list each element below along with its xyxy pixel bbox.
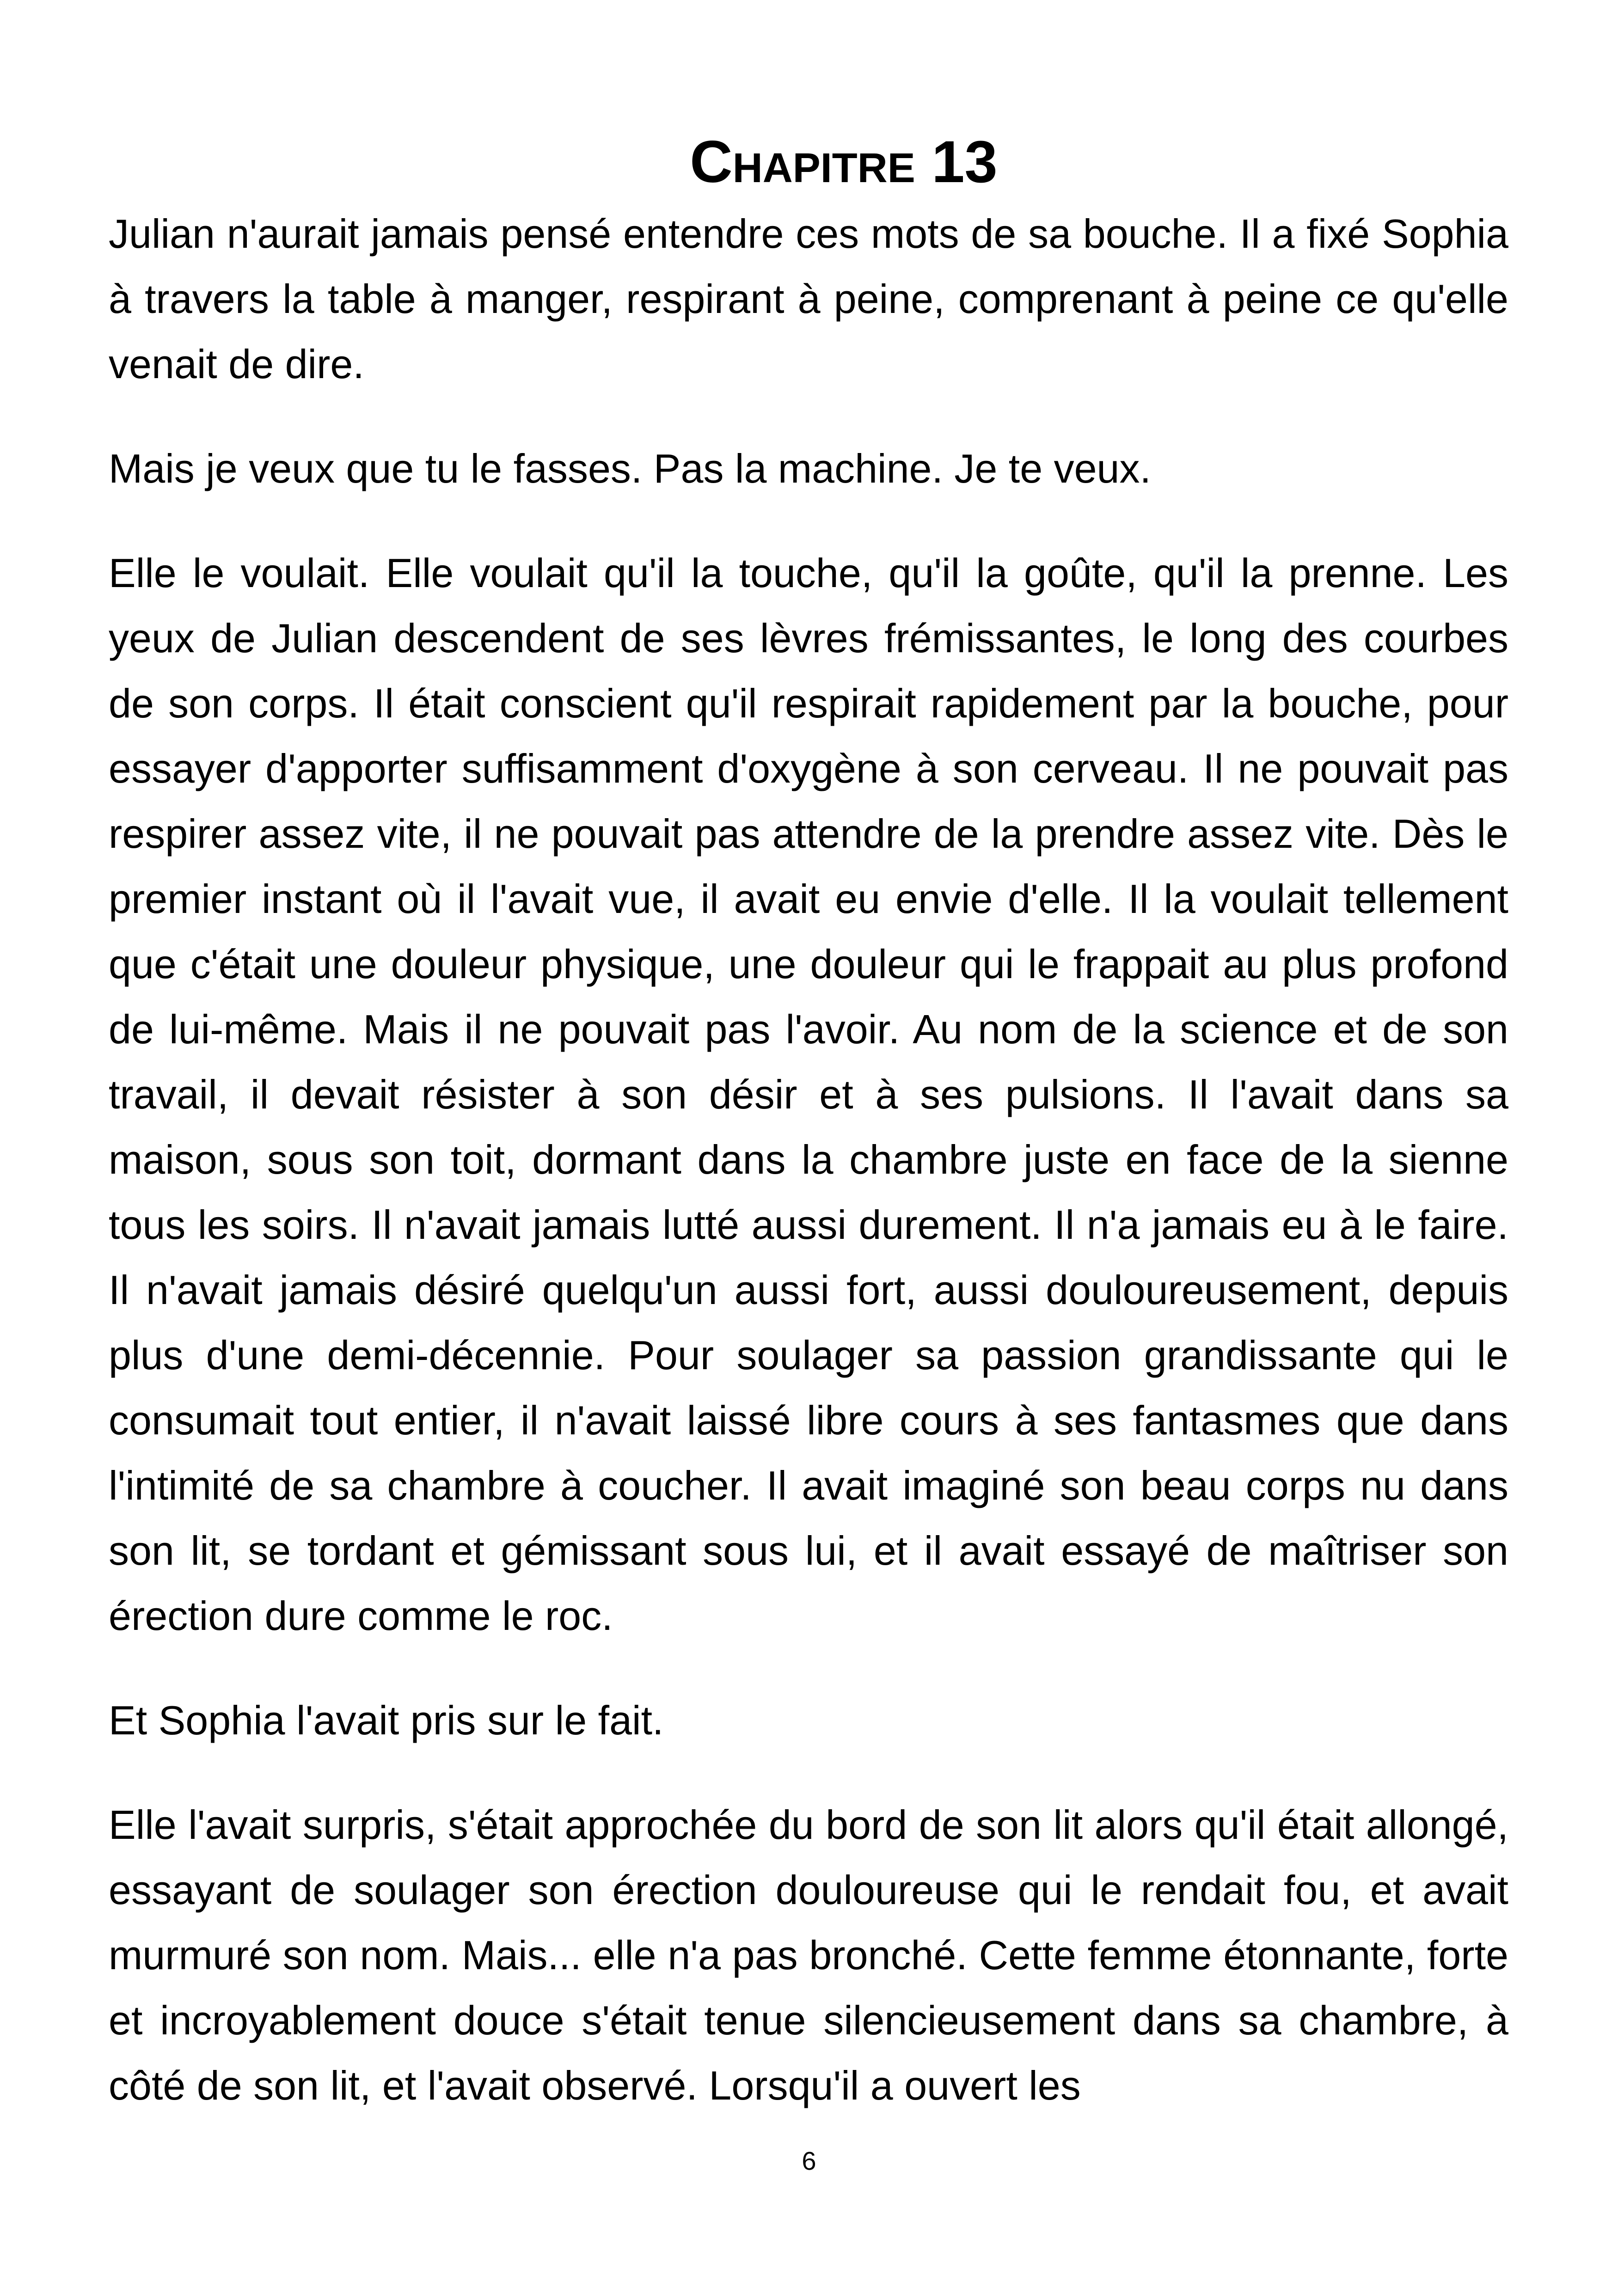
chapter-body	[109, 201, 1508, 2118]
page-number: 6	[802, 2146, 816, 2175]
paragraph: Julian n'aurait jamais pensé entendre ces mots de sa bouche. Il a fixé Sophia à travers la table à manger, respirant à peine, comprenant à peine ce qu'elle venait de dire.	[109, 211, 1508, 387]
paragraph: Elle l'avait surpris, s'était approchée du bord de son lit alors qu'il était allongé, essayant de soulager son érection douloureuse qui le rendait fou, et avait murmuré son nom. Mais... elle n'a pas bronché. Cette femme étonnante, forte et incroyablement douce s'était tenue silencieusement dans sa chambre, à côté de son lit, et l'avait observé. Lorsqu'il a ouvert les	[109, 1802, 1508, 2108]
paragraph: Mais je veux que tu le fasses. Pas la machine. Je te veux.	[109, 446, 1151, 491]
paragraph: Et Sophia l'avait pris sur le fait.	[109, 1697, 664, 1743]
chapter-title: Chapitre 13	[690, 129, 998, 195]
paragraph: Elle le voulait. Elle voulait qu'il la touche, qu'il la goûte, qu'il la prenne. Les yeux de Julian descendent de ses lèvres frémissantes, le long des courbes de son corps. Il était conscient qu'il respirait rapidement par la bouche, pour essayer d'apporter suffisamment d'oxygène à son cerveau. Il ne pouvait pas respirer assez vite, il ne pouvait pas attendre de la prendre assez vite. Dès le premier instant où il l'avait vue, il avait eu envie d'elle. Il la voulait tellement que c'était une douleur physique, une douleur qui le frappait au plus profond de lui-même. Mais il ne pouvait pas l'avoir. Au nom de la science et de son travail, il devait résister à son désir et à ses pulsions. Il l'avait dans sa maison, sous son toit, dormant dans la chambre juste en face de la sienne tous les soirs. Il n'avait jamais lutté aussi durement. Il n'a jamais eu à le faire. Il n'avait jamais désiré quelqu'un aussi fort, aussi douloureusement, depuis plus d'une demi-décennie. Pour soulager sa passion grandissante qui le consumait tout entier, il n'avait laissé libre cours à ses fantasmes que dans l'intimité de sa chambre à coucher. Il avait imaginé son beau corps nu dans son lit, se tordant et gémissant sous lui, et il avait essayé de maîtriser son érection dure comme le roc.	[109, 550, 1508, 1639]
